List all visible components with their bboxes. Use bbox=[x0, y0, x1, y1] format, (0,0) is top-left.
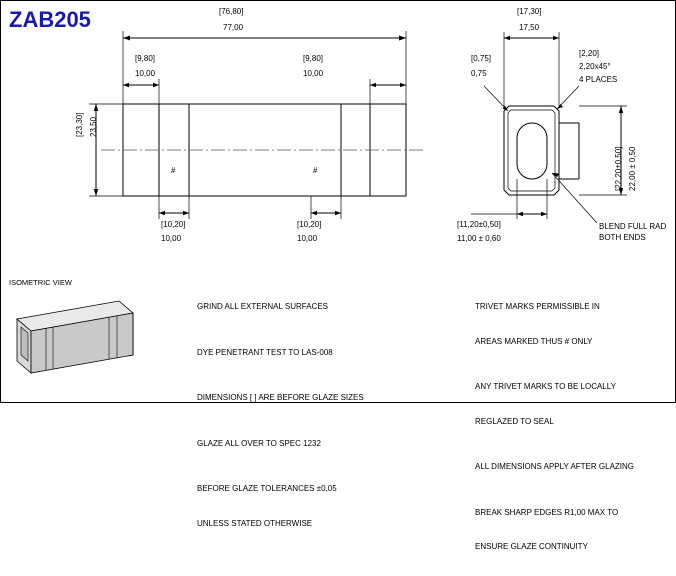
dim-chamfer-bracket: [2,20] bbox=[579, 49, 600, 58]
note-right-6: BREAK SHARP EDGES R1,00 MAX TO bbox=[475, 507, 619, 517]
dim-overall: 77,00 bbox=[223, 23, 244, 32]
note-right-1: TRIVET MARKS PERMISSIBLE IN bbox=[475, 302, 600, 311]
note-left-6: UNLESS STATED OTHERWISE bbox=[197, 518, 313, 528]
note-left-1: GRIND ALL EXTERNAL SURFACES bbox=[197, 302, 328, 311]
note-left-2: DYE PENETRANT TEST TO LAS-008 bbox=[197, 347, 333, 357]
dim-overall-bracket: [76,80] bbox=[219, 7, 244, 16]
dim-right-flange-bracket: [9,80] bbox=[303, 54, 324, 63]
dim-endwidth-bracket: [17,30] bbox=[517, 7, 542, 16]
note-right-5: ALL DIMENSIONS APPLY AFTER GLAZING bbox=[475, 462, 635, 471]
dim-height-bracket: [23,30] bbox=[75, 112, 84, 137]
note-left-4: GLAZE ALL OVER TO SPEC 1232 bbox=[197, 438, 321, 448]
note-right-4: REGLAZED TO SEAL bbox=[475, 416, 554, 426]
notes-right bbox=[475, 278, 634, 576]
trivet-mark-right: # bbox=[313, 166, 318, 175]
note-left-3: DIMENSIONS [ ] ARE BEFORE GLAZE SIZES bbox=[197, 393, 364, 402]
notes-left bbox=[197, 278, 364, 552]
trivet-mark-left: # bbox=[171, 166, 176, 175]
dim-bottom-left: 10,00 bbox=[161, 234, 182, 243]
callout-blend-rad-line2: BOTH ENDS bbox=[599, 233, 646, 242]
dim-left-flange-bracket: [9,80] bbox=[135, 54, 156, 63]
isometric-view-label: ISOMETRIC VIEW bbox=[9, 278, 72, 287]
dim-chamfer: 2,20x45° bbox=[579, 62, 611, 71]
dim-wall-bracket: [0,75] bbox=[471, 54, 492, 63]
dim-endwidth: 17,50 bbox=[519, 23, 540, 32]
dim-bore-bracket: [11,20±0,50] bbox=[457, 220, 501, 229]
dim-left-flange: 10,00 bbox=[135, 69, 156, 78]
callout-blend-rad-line1: BLEND FULL RAD bbox=[599, 222, 667, 231]
dim-right-flange: 10,00 bbox=[303, 69, 324, 78]
note-left-5: BEFORE GLAZE TOLERANCES ±0,05 bbox=[197, 484, 337, 493]
note-right-7: ENSURE GLAZE CONTINUITY bbox=[475, 542, 588, 551]
page-title: ZAB205 bbox=[9, 7, 91, 32]
dim-endheight: 22,00 ± 0,50 bbox=[628, 146, 637, 191]
dim-height: 23,50 bbox=[89, 116, 98, 137]
dim-chamfer-places: 4 PLACES bbox=[579, 75, 618, 84]
dim-bottom-right: 10,00 bbox=[297, 234, 318, 243]
dim-endheight-bracket: [22,20±0,50] bbox=[614, 146, 623, 191]
note-right-3: ANY TRIVET MARKS TO BE LOCALLY bbox=[475, 382, 616, 391]
dim-wall: 0,75 bbox=[471, 69, 487, 78]
dim-bottom-left-bracket: [10,20] bbox=[161, 220, 186, 229]
note-right-2: AREAS MARKED THUS # ONLY bbox=[475, 336, 593, 346]
dim-bottom-right-bracket: [10,20] bbox=[297, 220, 322, 229]
dim-bore: 11,00 ± 0,60 bbox=[457, 234, 501, 243]
